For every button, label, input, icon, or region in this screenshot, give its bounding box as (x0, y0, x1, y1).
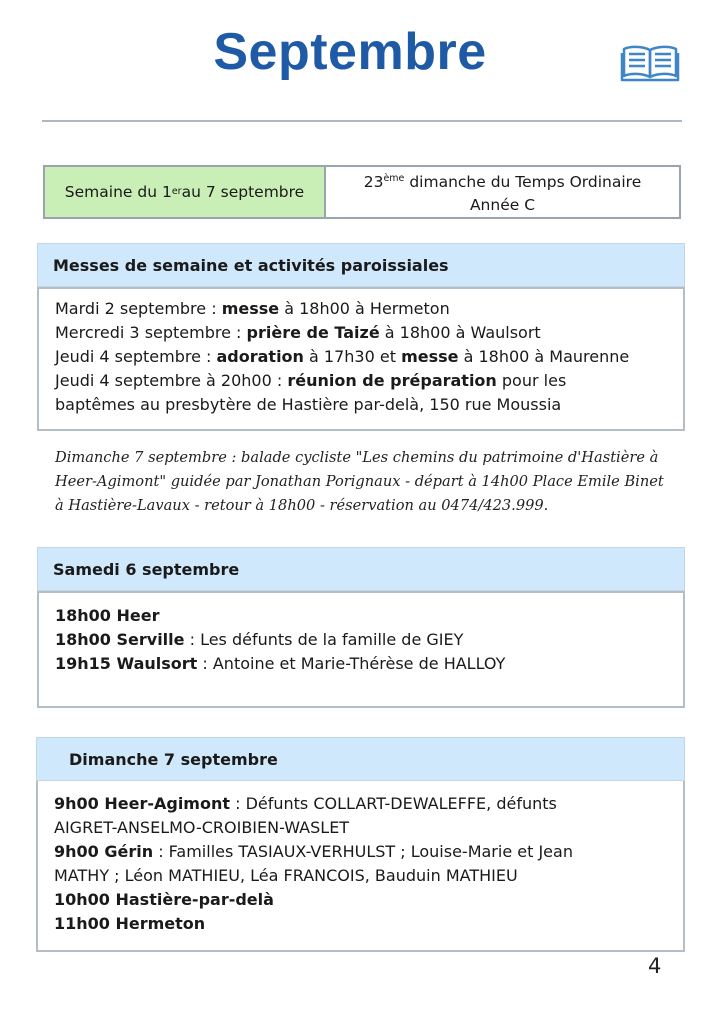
mass-entry (54, 888, 683, 912)
book-icon (620, 44, 680, 84)
mass-intention: MATHY ; Léon MATHIEU, Léa FRANCOIS, Bauduin MATHIEU (54, 866, 518, 885)
mass-entry (54, 912, 683, 936)
liturgical-sunday: 23ème dimanche du Temps Ordinaire Année C (326, 167, 679, 217)
mass-time-place: 18h00 Heer (55, 606, 160, 625)
list-item (55, 393, 683, 417)
header-divider (42, 120, 682, 122)
text: Jeudi 4 septembre à 20h00 : (55, 371, 288, 390)
text: à 18h00 à Hermeton (279, 299, 450, 318)
text: Jeudi 4 septembre : (55, 347, 217, 366)
page-number: 4 (648, 954, 662, 978)
text: pour les (496, 371, 567, 390)
text: à 18h00 à Waulsort (379, 323, 541, 342)
sunday-heading: Dimanche 7 septembre (36, 737, 685, 781)
week-info-box (43, 165, 681, 219)
mass-time-place: 9h00 Gérin (54, 842, 154, 861)
mass-entry (54, 864, 683, 888)
week-range: Semaine du 1 er au 7 septembre (45, 167, 326, 217)
bold-text: prière de Taizé (246, 323, 380, 342)
mass-entry (54, 840, 683, 864)
text: Mercredi 3 septembre : (55, 323, 247, 342)
mass-entry (55, 652, 683, 676)
weekday-schedule (37, 287, 685, 431)
mass-entry (54, 792, 683, 816)
liturgical-year: Année C (469, 196, 536, 214)
sunday-schedule (36, 781, 685, 952)
mass-entry (55, 628, 683, 652)
mass-entry (54, 816, 683, 840)
saturday-schedule (37, 591, 685, 708)
list-item (55, 345, 683, 369)
saturday-heading: Samedi 6 septembre (37, 547, 685, 591)
mass-time-place: 18h00 Serville (55, 630, 185, 649)
mass-intention: AIGRET-ANSELMO-CROIBIEN-WASLET (54, 818, 350, 837)
mass-entry (55, 604, 683, 628)
weekday-heading: Messes de semaine et activités paroissiales (37, 243, 685, 287)
mass-intention: : Défunts COLLART-DEWALEFFE, défunts (230, 794, 557, 813)
text: baptêmes au presbytère de Hastière par-delà, 150 rue Moussia (55, 395, 562, 414)
page-title: Septembre (213, 23, 487, 81)
mass-time-place: 19h15 Waulsort (55, 654, 198, 673)
list-item (55, 321, 683, 345)
list-item (55, 369, 683, 393)
bold-text: messe (221, 299, 280, 318)
list-item (55, 297, 683, 321)
mass-intention: : Familles TASIAUX-VERHULST ; Louise-Marie et Jean (153, 842, 573, 861)
text: Mardi 2 septembre : (55, 299, 222, 318)
bold-text: adoration (216, 347, 304, 366)
text: à 17h30 et (303, 347, 402, 366)
bold-text: réunion de préparation (287, 371, 497, 390)
bold-text: messe (401, 347, 459, 366)
mass-time-place: 11h00 Hermeton (54, 914, 206, 933)
mass-time-place: 10h00 Hastière-par-delà (54, 890, 274, 909)
text: à 18h00 à Maurenne (458, 347, 630, 366)
event-note: Dimanche 7 septembre : balade cycliste "Les chemins du patrimoine d'Hastière à Heer-Agimont" guidée par Jonathan Porignaux - départ à 14h00 Place Emile Binet à Hastière-Lavaux - retour à 18h00 - réservation au 0474/423.999. (55, 449, 664, 514)
mass-time-place: 9h00 Heer-Agimont (54, 794, 231, 813)
mass-intention: : Antoine et Marie-Thérèse de HALLOY (197, 654, 506, 673)
mass-intention: : Les défunts de la famille de GIEY (184, 630, 464, 649)
